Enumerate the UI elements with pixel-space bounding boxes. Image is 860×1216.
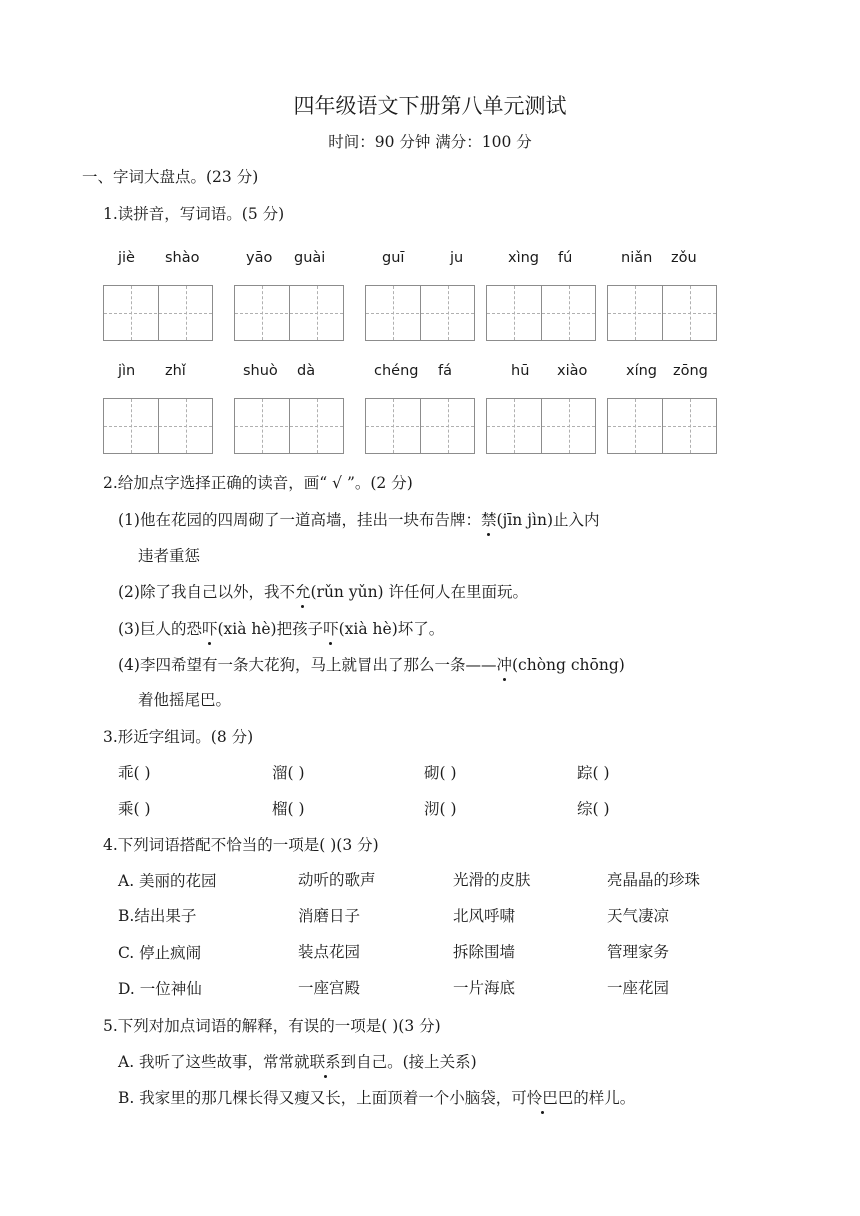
- dotted-word: 可怜巴巴: [511, 1089, 574, 1107]
- pinyin-syllable: dà: [297, 363, 316, 379]
- word-group-item: 溜( ): [272, 764, 305, 782]
- section-heading: 一、字词大盘点。(23 分): [82, 168, 259, 186]
- option-cell: 一座花园: [607, 979, 670, 997]
- pinyin-syllable: guài: [294, 250, 326, 266]
- pinyin-syllable: hū: [511, 363, 530, 379]
- option-cell: 亮晶晶的珍珠: [607, 871, 701, 889]
- dotted-char: 允: [294, 583, 311, 601]
- question-5-option-a: [118, 1051, 477, 1073]
- pinyin-syllable: zōng: [673, 363, 708, 379]
- question-2-item-4-cont: 着他摇尾巴。: [138, 691, 232, 709]
- option-cell: 光滑的皮肤: [453, 871, 531, 889]
- pinyin-syllable: jìn: [118, 363, 136, 379]
- writing-grid[interactable]: [234, 285, 344, 341]
- reading-options: (rǔn yǔn) 许任何人在里面玩。: [310, 583, 529, 601]
- writing-grid[interactable]: [486, 285, 596, 341]
- pinyin-syllable: ju: [450, 250, 464, 266]
- reading-options: (xià hè)把孩子: [217, 620, 324, 638]
- word-group-item: 乖( ): [118, 764, 151, 782]
- option-b-text-end: 的样儿。: [573, 1089, 636, 1107]
- question-5-label: 5.下列对加点词语的解释，有误的一项是( )(3 分): [103, 1017, 441, 1035]
- pinyin-syllable: shuò: [243, 363, 278, 379]
- option-cell: B.结出果子: [118, 907, 197, 925]
- option-cell: 天气凄凉: [607, 907, 670, 925]
- pinyin-syllable: fá: [438, 363, 452, 379]
- option-cell: 管理家务: [607, 943, 670, 961]
- dotted-char: 吓: [323, 620, 339, 638]
- option-cell: 拆除围墙: [453, 943, 516, 961]
- question-5-option-b: [118, 1087, 635, 1109]
- pinyin-syllable: xíng: [626, 363, 658, 379]
- pinyin-syllable: xìng: [508, 250, 540, 266]
- option-cell: 北风呼啸: [453, 907, 516, 925]
- dotted-char: 吓: [201, 620, 218, 638]
- option-cell: C. 停止疯闹: [118, 944, 202, 962]
- reading-options: (xià hè)坏了。: [338, 620, 445, 638]
- option-cell: 一座宫殿: [298, 979, 361, 997]
- writing-grid[interactable]: [486, 398, 596, 454]
- question-1-label: 1.读拼音，写词语。(5 分): [103, 205, 285, 223]
- option-a-text: A. 我听了这些故事，常常就: [118, 1053, 310, 1071]
- writing-grid[interactable]: [607, 398, 717, 454]
- pinyin-syllable: zǒu: [671, 250, 697, 266]
- pinyin-syllable: xiào: [557, 363, 588, 379]
- option-a-text-end: 到自己。(接上关系): [340, 1053, 477, 1071]
- word-group-item: 榴( ): [272, 800, 305, 818]
- question-4-label: 4.下列词语搭配不恰当的一项是( )(3 分): [103, 836, 379, 854]
- page-title: 四年级语文下册第八单元测试: [293, 94, 567, 118]
- item-4-text: (4)李四希望有一条大花狗，马上就冒出了那么一条——: [118, 656, 497, 674]
- pinyin-syllable: zhǐ: [165, 363, 186, 379]
- reading-options: (chòng chōng): [511, 656, 625, 674]
- option-cell: D. 一位神仙: [118, 980, 202, 998]
- word-group-item: 砌( ): [424, 764, 457, 782]
- option-cell: 消磨日子: [298, 907, 361, 925]
- word-group-item: 综( ): [577, 800, 610, 818]
- option-b-text: B. 我家里的那几棵长得又瘦又长，上面顶着一个小脑袋，: [118, 1089, 512, 1107]
- writing-grid[interactable]: [234, 398, 344, 454]
- dotted-char: 冲: [496, 656, 512, 674]
- pinyin-syllable: fú: [558, 250, 573, 266]
- word-group-item: 沏( ): [424, 800, 457, 818]
- reading-options: (jīn jìn)止入内: [496, 511, 600, 529]
- question-3-label: 3.形近字组词。(8 分): [103, 728, 254, 746]
- word-group-item: 踪( ): [577, 764, 610, 782]
- option-cell: 一片海底: [453, 979, 516, 997]
- question-2-item-1: [118, 509, 600, 531]
- pinyin-syllable: guī: [382, 250, 405, 266]
- word-group-item: 乘( ): [118, 800, 151, 818]
- writing-grid[interactable]: [103, 285, 213, 341]
- question-2-item-4: [118, 654, 625, 676]
- pinyin-syllable: chéng: [374, 363, 419, 379]
- writing-grid[interactable]: [607, 285, 717, 341]
- option-cell: A. 美丽的花园: [118, 872, 217, 890]
- item-3-text: (3)巨人的恐: [118, 620, 202, 638]
- pinyin-syllable: niǎn: [621, 250, 653, 266]
- pinyin-syllable: shào: [165, 250, 200, 266]
- page-subtitle: 时间：90 分钟 满分：100 分: [328, 133, 532, 151]
- question-2-item-1-cont: 违者重惩: [138, 547, 201, 565]
- question-2-item-2: [118, 581, 528, 603]
- option-cell: 动听的歌声: [298, 871, 376, 889]
- question-2-item-3: [118, 618, 444, 640]
- writing-grid[interactable]: [365, 398, 475, 454]
- option-cell: 装点花园: [298, 943, 361, 961]
- writing-grid[interactable]: [365, 285, 475, 341]
- item-2-text: (2)除了我自己以外，我不: [118, 583, 295, 601]
- pinyin-syllable: yāo: [246, 250, 273, 266]
- item-1-text: (1)他在花园的四周砌了一道高墙，挂出一块布告牌：: [118, 511, 481, 529]
- dotted-word: 联系: [309, 1053, 341, 1071]
- pinyin-syllable: jiè: [118, 250, 135, 266]
- question-2-label: 2.给加点字选择正确的读音，画“ √ ”。(2 分): [103, 474, 413, 492]
- dotted-char: 禁: [480, 511, 497, 529]
- writing-grid[interactable]: [103, 398, 213, 454]
